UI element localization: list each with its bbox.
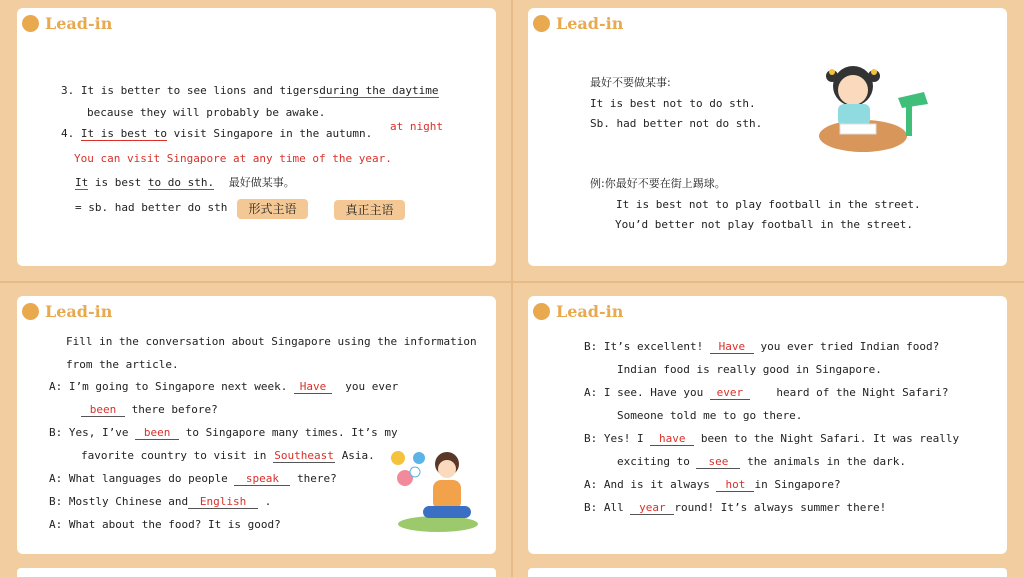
dialog-text: there before? [131, 403, 218, 416]
sticker-icon [391, 451, 405, 465]
slide-header [533, 13, 623, 33]
tag-real-subject: 真正主语 [334, 200, 405, 220]
dialog-line-a1b: Someone told me to go there. [617, 409, 803, 422]
dialog-text: B: Yes, I’ve [49, 426, 129, 439]
example-2: You’d better not play football in the street. [615, 218, 914, 231]
next-slide-edge-left [17, 568, 496, 577]
header-dot-icon [533, 15, 550, 32]
dialog-line-b2 [584, 432, 959, 446]
instructions-1: Fill in the conversation about Singapore using the information [66, 335, 477, 348]
pattern-line [75, 176, 295, 190]
dialog-text: favorite country to visit in [81, 449, 267, 462]
sentence-3 [61, 84, 439, 98]
answer-blank[interactable]: year [630, 502, 674, 515]
dialog-line-b2 [49, 495, 271, 509]
dialog-text: A: I see. Have you [584, 386, 704, 399]
slide-title: Lead-in [556, 13, 624, 33]
annotation-at-night: at night [390, 120, 443, 133]
real-subject: to do sth. [147, 176, 215, 189]
grid-divider-vertical [511, 0, 513, 577]
dialog-text: round! It’s always summer there! [674, 501, 887, 514]
alt-pattern: = sb. had better do sth [75, 201, 228, 214]
dialog-text: B: It’s excellent! [584, 340, 704, 353]
dialog-line-b3 [584, 501, 886, 515]
answer-blank[interactable]: speak [234, 473, 290, 486]
rule-heading: 最好不要做某事: [590, 76, 671, 89]
rule-line-2: Sb. had better not do sth. [590, 117, 763, 130]
answer-blank[interactable]: been [81, 404, 125, 417]
slide-2[interactable] [528, 8, 1007, 266]
slide-title: Lead-in [45, 301, 113, 321]
slide-1[interactable] [17, 8, 496, 266]
dialog-line-b1b: Indian food is really good in Singapore. [617, 363, 882, 376]
sentence-4-end: visit Singapore in the autumn. [173, 127, 373, 140]
answer-blank[interactable]: see [696, 456, 740, 469]
answer-blank[interactable]: Have [294, 381, 332, 394]
instructions-2: from the article. [66, 358, 179, 371]
sentence-3-cont: because they will probably be awake. [87, 106, 326, 119]
next-slide-edge-right [528, 568, 1007, 577]
slide-header [22, 301, 112, 321]
dialog-text: the animals in the dark. [747, 455, 907, 468]
sentence-3-start: It is better to see lions and tigers [80, 84, 320, 97]
grid-divider-horizontal [0, 281, 1024, 283]
dialog-text: A: And is it always [584, 478, 710, 491]
answer-blank[interactable]: Southeast [274, 449, 334, 462]
dialog-text: heard of the Night Safari? [776, 386, 949, 399]
item-number: 3. [61, 84, 75, 97]
dialog-text: B: Mostly Chinese and [49, 495, 189, 508]
answer-blank[interactable]: been [135, 427, 179, 440]
dialog-text: to Singapore many times. It’s my [185, 426, 398, 439]
dialog-line-b1 [584, 340, 939, 354]
answer-blank[interactable]: English [188, 496, 258, 509]
answer-blank[interactable]: Have [710, 341, 754, 354]
slide-4[interactable] [528, 296, 1007, 554]
dialog-line-a1 [49, 380, 398, 394]
dialog-text: there? [297, 472, 337, 485]
dialog-line-b1 [49, 426, 398, 440]
header-dot-icon [22, 303, 39, 320]
underlined-phrase: during the daytime [319, 84, 439, 97]
dialog-text: you ever [345, 380, 399, 393]
dialog-text: been to the Night Safari. It was really [700, 432, 960, 445]
example-1: It is best not to play football in the street. [616, 198, 921, 211]
boy-reading-illustration [383, 444, 483, 534]
answer-blank[interactable]: ever [710, 387, 750, 400]
tag-formal-subject: 形式主语 [237, 199, 308, 219]
dialog-text: B: Yes! I [584, 432, 644, 445]
dialog-line-a3: A: What about the food? It is good? [49, 518, 281, 531]
dialog-text: you ever tried Indian food? [760, 340, 940, 353]
dialog-text: A: What languages do people [49, 472, 228, 485]
sentence-4 [61, 127, 372, 141]
dialog-text: exciting to [617, 455, 690, 468]
girl-studying-illustration [818, 56, 938, 156]
dialog-text: in Singapore? [754, 478, 841, 491]
dialog-line-b1b [81, 449, 375, 463]
dialog-text: Asia. [341, 449, 375, 462]
header-dot-icon [22, 15, 39, 32]
example-heading: 例:你最好不要在街上踢球。 [590, 177, 726, 190]
answer-blank[interactable]: have [650, 433, 694, 446]
formal-subject: It [75, 176, 89, 189]
dialog-text: A: I’m going to Singapore next week. [49, 380, 288, 393]
pattern-chinese: 最好做某事。 [228, 176, 295, 189]
rule-line-1: It is best not to do sth. [590, 97, 756, 110]
dialog-line-b2b [617, 455, 906, 469]
slide-title: Lead-in [45, 13, 113, 33]
answer-blank[interactable]: hot [716, 479, 754, 492]
item-number: 4. [61, 127, 75, 140]
dialog-line-a2 [49, 472, 337, 486]
answer-4: You can visit Singapore at any time of the year. [74, 152, 392, 165]
slide-header [22, 13, 112, 33]
dialog-line-a1 [584, 386, 949, 400]
pattern-mid: is best [94, 176, 142, 189]
dialog-line-a1b [81, 403, 218, 417]
underlined-phrase: It is best to [80, 127, 167, 140]
dialog-text: . [264, 495, 272, 508]
slide-title: Lead-in [556, 301, 624, 321]
dialog-text: B: All [584, 501, 624, 514]
slide-header [533, 301, 623, 321]
dialog-line-a2 [584, 478, 841, 492]
header-dot-icon [533, 303, 550, 320]
slide-3[interactable] [17, 296, 496, 554]
